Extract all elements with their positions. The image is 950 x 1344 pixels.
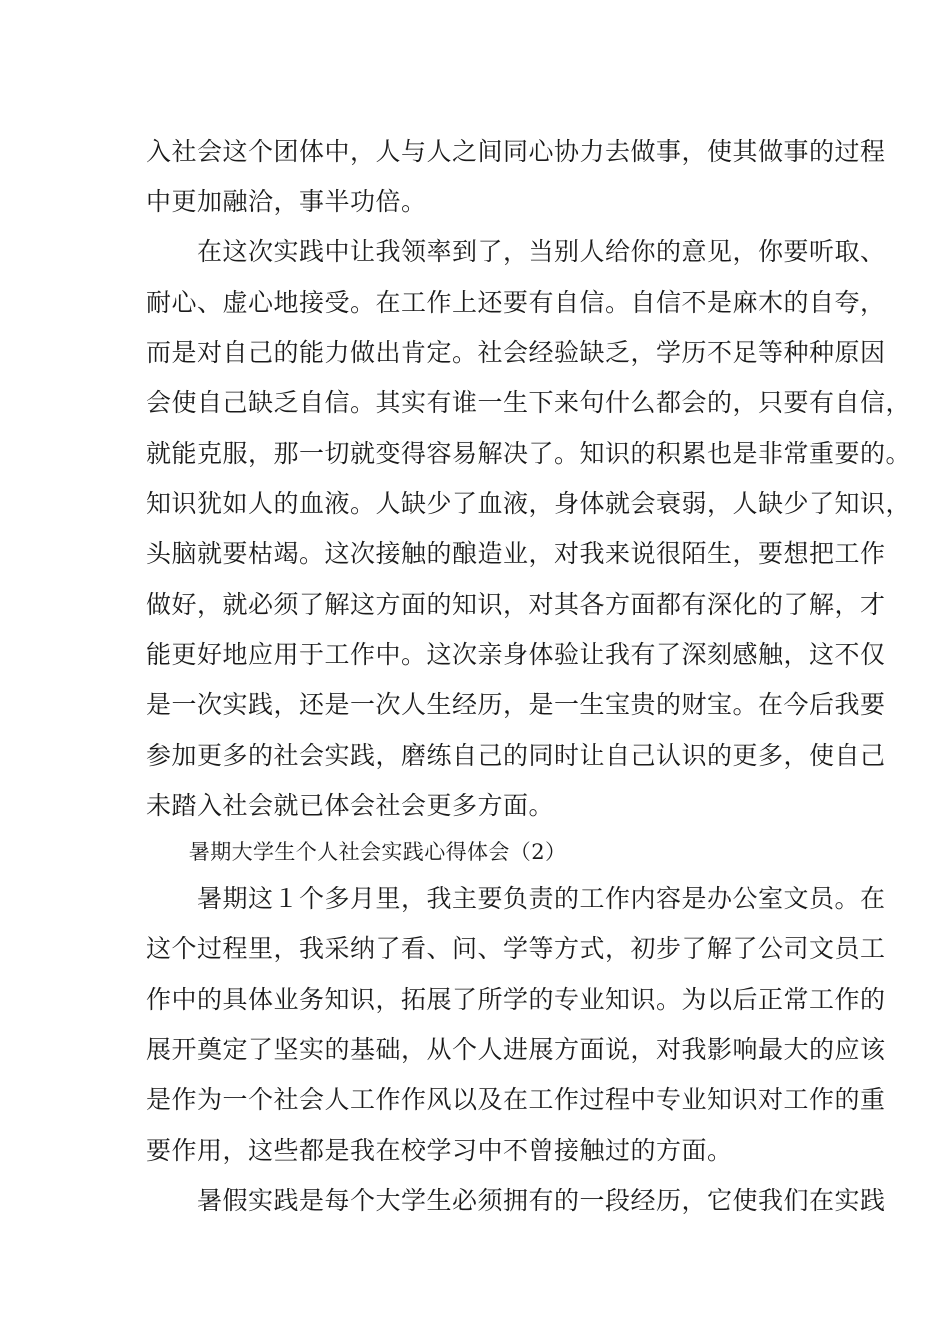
text-line: 这个过程里，我采纳了看、问、学等方式，初步了解了公司文员工 bbox=[146, 934, 886, 963]
text-line: 会使自己缺乏自信。其实有谁一生下来句什么都会的，只要有自信， bbox=[146, 388, 912, 417]
text-line: 耐心、虚心地接受。在工作上还要有自信。自信不是麻木的自夸， bbox=[146, 288, 886, 317]
text-line: 是一次实践，还是一次人生经历，是一生宝贵的财宝。在今后我要 bbox=[146, 690, 886, 719]
text-line: 要作用，这些都是我在校学习中不曾接触过的方面。 bbox=[146, 1136, 733, 1165]
text-line: 头脑就要枯竭。这次接触的酿造业，对我来说很陌生，要想把工作 bbox=[146, 539, 886, 568]
text-line: 知识犹如人的血液。人缺少了血液，身体就会衰弱，人缺少了知识， bbox=[146, 489, 912, 518]
text-line: 做好，就必须了解这方面的知识，对其各方面都有深化的了解，才 bbox=[146, 590, 886, 619]
text-line: 就能克服，那一切就变得容易解决了。知识的积累也是非常重要的。 bbox=[146, 439, 912, 468]
text-line: 展开奠定了坚实的基础，从个人进展方面说，对我影响最大的应该 bbox=[146, 1035, 886, 1064]
section-heading: 暑期大学生个人社会实践心得体会（2） bbox=[146, 840, 567, 864]
text-line: 是作为一个社会人工作作风以及在工作过程中专业知识对工作的重 bbox=[146, 1085, 886, 1114]
text-line: 作中的具体业务知识，拓展了所学的专业知识。为以后正常工作的 bbox=[146, 985, 886, 1014]
text-line: 能更好地应用于工作中。这次亲身体验让我有了深刻感触，这不仅 bbox=[146, 640, 886, 669]
text-line: 中更加融洽，事半功倍。 bbox=[146, 187, 427, 216]
text-line: 而是对自己的能力做出肯定。社会经验缺乏，学历不足等种种原因 bbox=[146, 338, 886, 367]
text-line: 参加更多的社会实践，磨练自己的同时让自己认识的更多，使自己 bbox=[146, 741, 886, 770]
text-line: 入社会这个团体中，人与人之间同心协力去做事，使其做事的过程 bbox=[146, 137, 886, 166]
text-line: 暑假实践是每个大学生必须拥有的一段经历，它使我们在实践 bbox=[146, 1186, 886, 1215]
text-line: 暑期这１个多月里，我主要负责的工作内容是办公室文员。在 bbox=[146, 884, 886, 913]
text-line: 在这次实践中让我领率到了，当别人给你的意见，你要听取、 bbox=[146, 237, 886, 266]
text-line: 未踏入社会就已体会社会更多方面。 bbox=[146, 791, 555, 820]
